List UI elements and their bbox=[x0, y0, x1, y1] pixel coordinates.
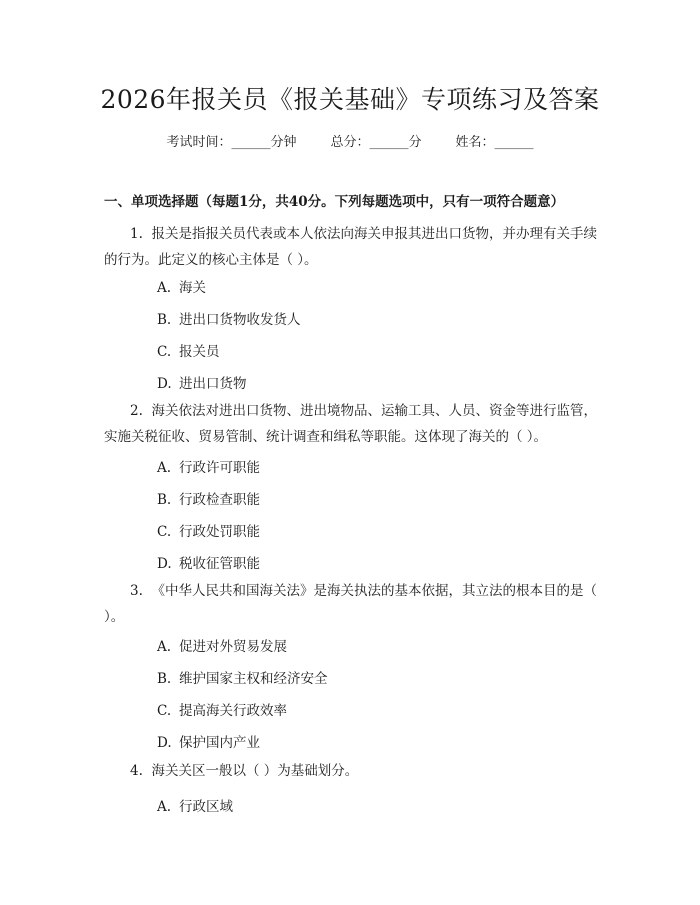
option-letter: B. bbox=[157, 312, 172, 328]
question-number: 2. bbox=[130, 403, 143, 419]
option-text: 行政处罚职能 bbox=[179, 524, 260, 540]
option-letter: A. bbox=[157, 799, 172, 815]
option-text: 进出口货物 bbox=[179, 376, 247, 392]
option-letter: C. bbox=[157, 703, 172, 719]
option-1b bbox=[157, 308, 301, 328]
option-3d bbox=[157, 731, 260, 751]
question-number: 1. bbox=[130, 226, 143, 242]
option-3a bbox=[157, 635, 287, 655]
question-2 bbox=[104, 398, 604, 450]
option-text: 税收征管职能 bbox=[179, 556, 260, 572]
question-number: 4. bbox=[130, 763, 143, 779]
question-number: 3. bbox=[130, 583, 143, 599]
question-text: 海关关区一般以（ ）为基础划分。 bbox=[151, 763, 359, 779]
question-3 bbox=[104, 578, 604, 630]
question-4 bbox=[104, 758, 604, 784]
option-text: 维护国家主权和经济安全 bbox=[179, 671, 328, 687]
page-title: 2026年报关员《报关基础》专项练习及答案 bbox=[100, 85, 600, 114]
option-1a bbox=[157, 276, 206, 296]
option-letter: D. bbox=[157, 556, 172, 572]
option-2d bbox=[157, 552, 260, 572]
option-letter: D. bbox=[157, 735, 172, 751]
question-text: 《中华人民共和国海关法》是海关执法的基本依据，其立法的根本目的是（ ）。 bbox=[104, 583, 597, 625]
option-text: 行政许可职能 bbox=[179, 460, 260, 476]
exam-time: 考试时间：______分钟 bbox=[166, 135, 297, 150]
option-3b bbox=[157, 667, 328, 687]
exam-score: 总分：______分 bbox=[330, 135, 422, 150]
question-1 bbox=[104, 221, 604, 273]
option-text: 海关 bbox=[179, 280, 206, 296]
question-text: 海关依法对进出口货物、进出境物品、运输工具、人员、资金等进行监管，实施关税征收、贸易管制、统计调查和缉私等职能。这体现了海关的（ ）。 bbox=[104, 403, 597, 445]
option-text: 行政区域 bbox=[179, 799, 233, 815]
exam-meta bbox=[0, 131, 700, 150]
option-text: 促进对外贸易发展 bbox=[179, 639, 287, 655]
option-letter: C. bbox=[157, 524, 172, 540]
option-1d bbox=[157, 372, 247, 392]
option-4a bbox=[157, 795, 233, 815]
section-heading: 一、单项选择题（每题1分，共40分。下列每题选项中，只有一项符合题意） bbox=[104, 194, 565, 210]
question-text: 报关是指报关员代表或本人依法向海关申报其进出口货物，并办理有关手续的行为。此定义的核心主体是（ ）。 bbox=[104, 226, 597, 268]
option-1c bbox=[157, 340, 220, 360]
option-letter: A. bbox=[157, 639, 172, 655]
exam-name: 姓名：______ bbox=[455, 135, 534, 150]
option-letter: D. bbox=[157, 376, 172, 392]
option-text: 提高海关行政效率 bbox=[179, 703, 287, 719]
option-letter: B. bbox=[157, 492, 172, 508]
option-text: 保护国内产业 bbox=[179, 735, 260, 751]
option-2a bbox=[157, 456, 260, 476]
option-letter: A. bbox=[157, 460, 172, 476]
option-text: 进出口货物收发货人 bbox=[179, 312, 301, 328]
option-text: 报关员 bbox=[179, 344, 220, 360]
option-letter: C. bbox=[157, 344, 172, 360]
option-2c bbox=[157, 520, 260, 540]
option-2b bbox=[157, 488, 260, 508]
option-letter: B. bbox=[157, 671, 172, 687]
option-text: 行政检查职能 bbox=[179, 492, 260, 508]
option-3c bbox=[157, 699, 287, 719]
option-letter: A. bbox=[157, 280, 172, 296]
